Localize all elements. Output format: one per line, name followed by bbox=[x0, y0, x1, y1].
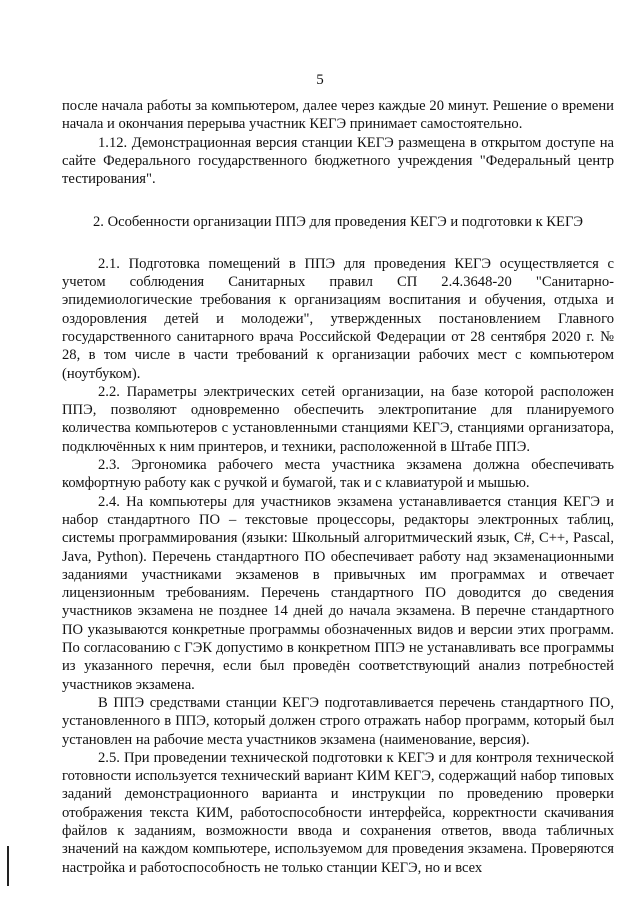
paragraph-continuation: после начала работы за компьютером, далее через каждые 20 минут. Решение о времени начала и окончания перерыва участник КЕГЭ принимает самостоятельно. bbox=[62, 98, 614, 133]
document-body bbox=[62, 97, 614, 877]
page-number: 5 bbox=[316, 72, 324, 88]
paragraph-2-1: 2.1. Подготовка помещений в ППЭ для проведения КЕГЭ осуществляется с учетом соблюдения Санитарных правил СП 2.4.3648-20 "Санитарно-эпидемиологические требования к организациям воспитания и обучения, отдыха и оздоровления детей и молодежи", утвержденных постановлением Главного государственного санитарного врача Российской Федерации от 28 сентября 2020 г. № 28, в том числе в части требований к организации рабочих мест с компьютером (ноутбуком). bbox=[62, 255, 614, 382]
paragraph-1-12: 1.12. Демонстрационная версия станции КЕГЭ размещена в открытом доступе на сайте Федерального государственного бюджетного учреждения "Федеральный центр тестирования". bbox=[62, 134, 614, 188]
paragraph-2-5: 2.5. При проведении технической подготовки к КЕГЭ и для контроля технической готовности используется технический вариант КИМ КЕГЭ, содержащий набор типовых заданий демонстрационного варианта и инструкции по проведению проверки отображения текста КИМ, работоспособности интерфейса, корректности скачивания файлов к заданиям, возможности ввода и сохранения ответов, ввода табличных значений на каждом компьютере, используемом для проведения экзамена. Проверяются настройка и работоспособность не только станции КЕГЭ, но и всех bbox=[62, 749, 614, 876]
paragraph-software-list: В ППЭ средствами станции КЕГЭ подготавливается перечень стандартного ПО, установленного в ППЭ, который должен строго отражать набор программ, который был установлен на рабочие места участников экзамена (наименование, версия). bbox=[62, 694, 614, 748]
section-heading: 2. Особенности организации ППЭ для проведения КЕГЭ и подготовки к КЕГЭ bbox=[92, 214, 584, 231]
paragraph-2-4: 2.4. На компьютеры для участников экзамена устанавливается станция КЕГЭ и набор стандартного ПО – текстовые процессоры, редакторы электронных таблиц, системы программирования (языки: Школьный алгоритмический язык, C#, C++, Pascal, Java, Python). Перечень стандартного ПО обеспечивает работу над экзаменационными заданиями участниками экзаменов в привычных им программах и отвечает лицензионным требованиям. Перечень стандартного ПО доводится до сведения участников экзамена не позднее 14 дней до начала экзамена. В перечне стандартного ПО указываются конкретные программы обозначенных видов и версии этих программ. По согласованию с ГЭК допустимо в конкретном ППЭ не устанавливать все программы из указанного перечня, если был проведён соответствующий анализ потребностей участников экзамена. bbox=[62, 493, 614, 693]
paragraph-2-3: 2.3. Эргономика рабочего места участника экзамена должна обеспечивать комфортную работу как с ручкой и бумагой, так и с клавиатурой и мышью. bbox=[62, 457, 614, 492]
scan-edge-mark bbox=[7, 846, 9, 886]
paragraph-2-2: 2.2. Параметры электрических сетей организации, на базе которой расположен ППЭ, позволяют одновременно обеспечить электропитание для планируемого количества компьютеров с установленными станциями КЕГЭ, станциями организатора, подключённых к ним принтеров, и техники, расположенной в Штабе ППЭ. bbox=[62, 383, 614, 455]
